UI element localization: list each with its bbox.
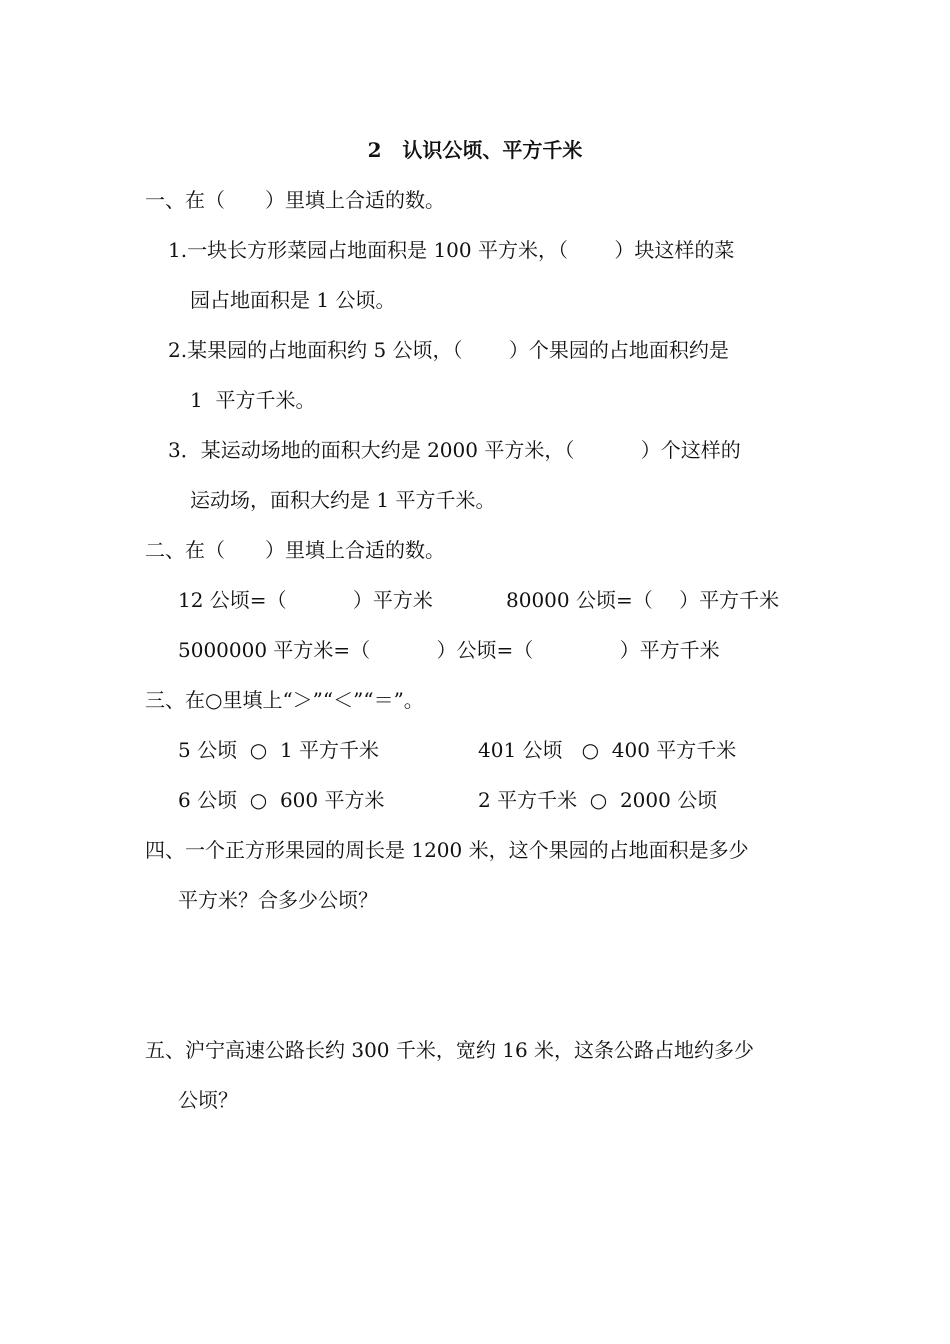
question-3-line-2: 运动场，面积大约是 1 平方千米。 [190, 488, 496, 512]
page-title: 2 认识公顷、平方千米 [367, 138, 583, 162]
section4-line-2: 平方米？合多少公顷？ [178, 888, 378, 912]
compare-item-1: 5 公顷 ○ 1 平方千米 [178, 738, 380, 762]
fill-item-2: 80000 公顷=（ ）平方千米 [506, 588, 780, 612]
fill-item-1: 12 公顷=（ ）平方米 [178, 588, 433, 612]
question-1-line-1: 1.一块长方形菜园占地面积是 100 平方米，（ ）块这样的菜 [168, 238, 735, 262]
section4-line-1: 四、一个正方形果园的周长是 1200 米，这个果园的占地面积是多少 [145, 838, 749, 862]
compare-item-3: 6 公顷 ○ 600 平方米 [178, 788, 385, 812]
section3-heading: 三、在○里填上“＞”“＜”“＝”。 [145, 688, 424, 712]
compare-item-4: 2 平方千米 ○ 2000 公顷 [478, 788, 718, 812]
question-1-line-2: 园占地面积是 1 公顷。 [190, 288, 396, 312]
question-2-line-1: 2.某果园的占地面积约 5 公顷，（ ）个果园的占地面积约是 [168, 338, 729, 362]
question-3-line-1: 3．某运动场地的面积大约是 2000 平方米，（ ）个这样的 [168, 438, 741, 462]
fill-item-3: 5000000 平方米=（ ）公顷=（ ）平方千米 [178, 638, 720, 662]
section5-line-1: 五、沪宁高速公路长约 300 千米，宽约 16 米，这条公路占地约多少 [145, 1038, 755, 1062]
section1-heading: 一、在（ ）里填上合适的数。 [145, 188, 445, 212]
section5-line-2: 公顷？ [178, 1088, 238, 1112]
question-2-line-2: 1 平方千米。 [190, 388, 316, 412]
section2-heading: 二、在（ ）里填上合适的数。 [145, 538, 445, 562]
compare-item-2: 401 公顷 ○ 400 平方千米 [478, 738, 737, 762]
